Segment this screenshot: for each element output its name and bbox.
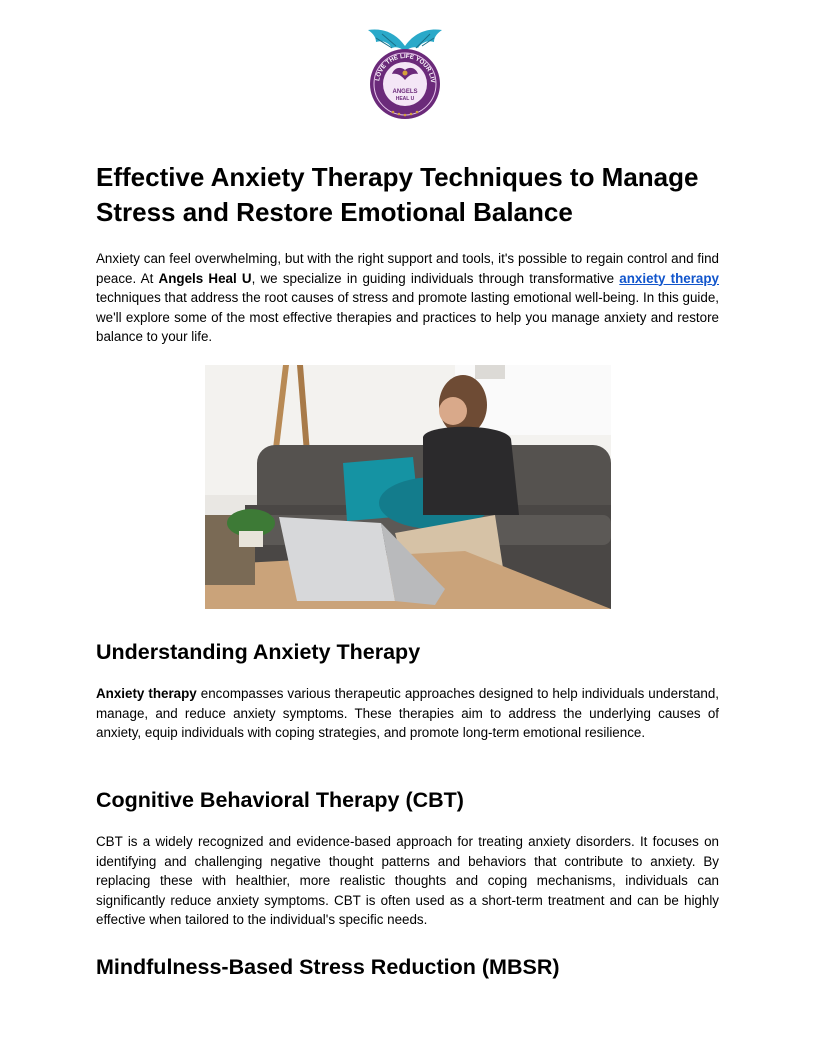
brand-name: Angels Heal U [158,270,252,286]
woman-on-couch-photo [205,365,611,609]
understanding-paragraph [96,684,719,743]
logo-emblem [362,26,448,122]
svg-text:HEAL U: HEAL U [395,96,415,102]
page-title: Effective Anxiety Therapy Techniques to Manage Stress and Restore Emotional Balance [96,162,699,227]
anxiety-therapy-lead: Anxiety therapy [96,686,197,701]
photo-illustration [205,365,611,609]
cbt-paragraph: CBT is a widely recognized and evidence-based approach for treating anxiety disorders. It focuses on identifying and challenging negative thought patterns and behaviors that contribute to anxiety. By replacing these with healthier, more realistic thoughts and coping mechanisms, individuals can significantly reduce anxiety symptoms. CBT is often used as a short-term treatment and can be highly effective when tailored to the individual's specific needs. [96,834,719,927]
angels-heal-u-logo [362,26,448,122]
section-heading-understanding: Understanding Anxiety Therapy [96,640,421,664]
svg-text:ANGELS: ANGELS [392,89,418,95]
intro-text-1: Anxiety can feel overwhelming, but with the right support and tools, it's possible to regain control and find peace. At [96,251,719,286]
section-heading-mbsr: Mindfulness-Based Stress Reduction (MBSR) [96,955,560,979]
intro-text-3: techniques that address the root causes of stress and promote lasting emotional well-being. In this guide, we'll explore some of the most effective therapies and practices to help you manage anxiety and restore balance to your life. [96,290,719,344]
understanding-text: encompasses various therapeutic approaches designed to help individuals understand, manage, and reduce anxiety symptoms. These therapies aim to address the underlying causes of anxiety, equip individuals with coping strategies, and promote long-term emotional resilience. [96,686,720,740]
anxiety-therapy-link[interactable]: anxiety therapy [619,270,720,286]
intro-text-2: , we specialize in guiding individuals through transformative [251,270,620,286]
intro-paragraph [96,249,719,347]
svg-text:LOVE THE LIFE YOUR LIVE: LOVE THE LIFE YOUR LIV [374,52,437,84]
section-heading-cbt: Cognitive Behavioral Therapy (CBT) [96,788,464,812]
